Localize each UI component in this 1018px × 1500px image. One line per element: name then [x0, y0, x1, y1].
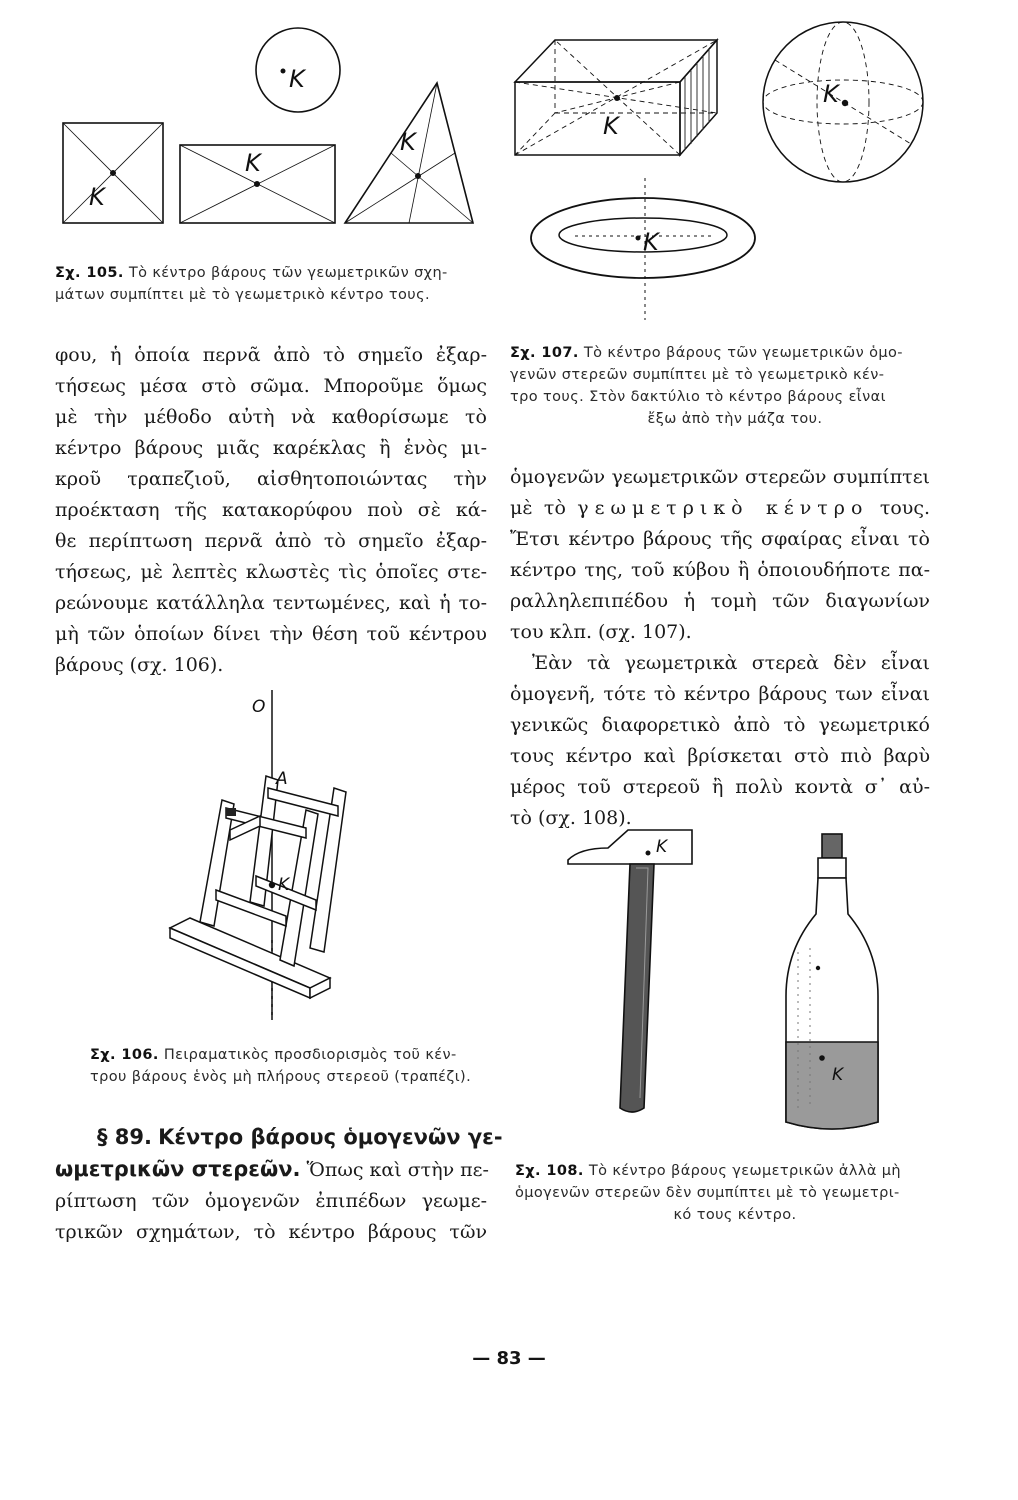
- text-line: κέντρο της, τοῦ κύβου ἢ ὁποιουδήποτε πα-: [510, 559, 930, 581]
- fig106-o-label: O: [252, 697, 266, 717]
- stool-seat: [170, 918, 330, 988]
- left-column-text: [55, 340, 487, 681]
- text-line: βάρους (σχ. 106).: [55, 654, 224, 676]
- text-line: τὸ (σχ. 108).: [510, 807, 632, 829]
- bottle-cork: [822, 834, 842, 858]
- hammer-head: [568, 830, 692, 864]
- caption-text: τρου βάρους ἑνὸς μὴ πλήρους στερεοῦ (τραπέζι).: [90, 1069, 472, 1085]
- text-fragment: μὲ τὸ: [510, 497, 566, 519]
- figure-108-drawing: [560, 818, 900, 1148]
- text-line: Ἐὰν τὰ γεωμετρικὰ στερεὰ δὲν εἶναι: [532, 652, 930, 674]
- fig106-k-label: K: [278, 875, 290, 895]
- text-line: θε περίπτωση περνᾶ ἀπὸ τὸ σημεῖο ἐξαρ-: [55, 530, 487, 552]
- fig105-triangle-label: K: [400, 128, 416, 156]
- caption-text: Τὸ κέντρο βάρους γεωμετρικῶν ἀλλὰ μὴ: [588, 1163, 902, 1179]
- text-line: κροῦ τραπεζιοῦ, αἰσθητοποιώντας τὴν: [55, 468, 487, 490]
- text-line: τήσεως μέσα στὸ σῶμα. Μποροῦμε ὅμως: [55, 375, 487, 397]
- caption-text: ὁμογενῶν στερεῶν δὲν συμπίπτει μὲ τὸ γεωμετρι-: [515, 1185, 900, 1201]
- fig108-hammer-label: K: [656, 837, 668, 857]
- section-title: ωμετρικῶν στερεῶν.: [55, 1157, 301, 1181]
- caption-text: Πειραματικὸς προσδιορισμὸς τοῦ κέν-: [163, 1047, 457, 1063]
- page-number: — 83 —: [472, 1348, 546, 1369]
- text-line: ὁμογενῆ, τότε τὸ κέντρο βάρους των εἶναι: [510, 683, 930, 705]
- fig105-circle-label: K: [289, 65, 305, 93]
- text-line: τους κέντρο καὶ βρίσκεται στὸ πιὸ βαρὺ: [510, 745, 930, 767]
- text-line: κέντρο βάρους μιᾶς καρέκλας ἢ ἑνὸς μι-: [55, 437, 487, 459]
- box-shape: [515, 82, 680, 155]
- text-line: μέρος τοῦ στερεοῦ ἢ πολὺ κοντὰ σ᾽ αὐ-: [510, 776, 930, 798]
- text-line: ρίπτωση τῶν ὁμογενῶν ἐπιπέδων γεωμε-: [55, 1190, 487, 1212]
- caption-number: Σχ. 106.: [90, 1047, 159, 1063]
- text-line: [510, 493, 930, 524]
- fig105-square-label: K: [89, 183, 105, 211]
- fig107-box-label: K: [603, 112, 619, 140]
- caption-text: γενῶν στερεῶν συμπίπτει μὲ τὸ γεωμετρικὸ κέν-: [510, 367, 885, 383]
- text-line: μὴ τῶν ὁποίων δίνει τὴν θέση τοῦ κέντρου: [55, 623, 487, 645]
- caption-text: Τὸ κέντρο βάρους τῶν γεωμετρικῶν ὁμο-: [583, 345, 903, 361]
- text-line: ρεώνουμε κατάλληλα τεντωμένες, καὶ ἡ το-: [55, 592, 487, 614]
- text-line: τήσεως, μὲ λεπτὲς κλωστὲς τὶς ὁποῖες στε-: [55, 561, 487, 583]
- text-line: προέκταση τῆς κατακορύφου ποὺ σὲ κά-: [55, 499, 487, 521]
- figure-106-drawing: [160, 680, 500, 1030]
- caption-number: Σχ. 105.: [55, 265, 124, 281]
- figure-106: [160, 680, 500, 1030]
- section-89: [55, 1122, 503, 1248]
- fig105-rect-label: K: [245, 149, 261, 177]
- hammer-handle: [620, 864, 654, 1112]
- section-heading-line: [55, 1154, 487, 1186]
- caption-fig106: [90, 1044, 490, 1088]
- fig107-sphere-label: K: [823, 80, 839, 108]
- text-line: φου, ἡ ὁποία περνᾶ ἀπὸ τὸ σημεῖο ἐξαρ-: [55, 344, 487, 366]
- section-heading-line: [55, 1122, 503, 1154]
- fig108-bottle-label: K: [832, 1065, 844, 1085]
- figure-107-drawing: [505, 20, 965, 320]
- figure-105: [55, 25, 495, 250]
- text-line: μὲ τὴν μέθοδο αὐτὴ νὰ καθορίσωμε τὸ: [55, 406, 487, 428]
- caption-text: ἔξω ἀπὸ τὴν μάζα του.: [647, 411, 823, 427]
- text-line: ὁμογενῶν γεωμετρικῶν στερεῶν συμπίπτει: [510, 466, 930, 488]
- text-line: γενικῶς διαφορετικὸ ἀπὸ τὸ γεωμετρικό: [510, 714, 930, 736]
- figure-107: [505, 20, 965, 320]
- section-title: Κέντρο βάρους ὁμογενῶν γε-: [158, 1125, 503, 1149]
- caption-text: Τὸ κέντρο βάρους τῶν γεωμετρικῶν σχη-: [128, 265, 448, 281]
- text-fragment: τους.: [879, 497, 930, 519]
- figure-105-drawing: [55, 25, 495, 250]
- caption-text: μάτων συμπίπτει μὲ τὸ γεωμετρικὸ κέντρο τους.: [55, 287, 430, 303]
- text-fragment: Ὅπως καὶ στὴν πε-: [306, 1159, 489, 1181]
- text-line: τρικῶν σχημάτων, τὸ κέντρο βάρους τῶν: [55, 1221, 487, 1243]
- text-line: ραλληλεπιπέδου ἡ τομὴ τῶν διαγωνίων: [510, 590, 930, 612]
- caption-fig107: [510, 342, 960, 430]
- section-number: § 89.: [97, 1125, 153, 1149]
- fig106-a-label: A: [276, 769, 288, 789]
- caption-number: Σχ. 108.: [515, 1163, 584, 1179]
- caption-text: κό τους κέντρο.: [673, 1207, 797, 1223]
- fig107-ring-label: K: [643, 228, 659, 256]
- text-line: Ἔτσι κέντρο βάρους τῆς σφαίρας εἶναι τὸ: [510, 528, 930, 550]
- caption-fig105: [55, 262, 495, 306]
- right-column-text: [510, 462, 930, 834]
- emphasized-text: γεωμετρικὸ κέντρο: [577, 497, 869, 519]
- caption-number: Σχ. 107.: [510, 345, 579, 361]
- caption-text: τρο τους. Στὸν δακτύλιο τὸ κέντρο βάρους εἶναι: [510, 389, 886, 405]
- caption-fig108: [515, 1160, 955, 1226]
- text-line: του κλπ. (σχ. 107).: [510, 621, 692, 643]
- figure-108: [560, 818, 900, 1148]
